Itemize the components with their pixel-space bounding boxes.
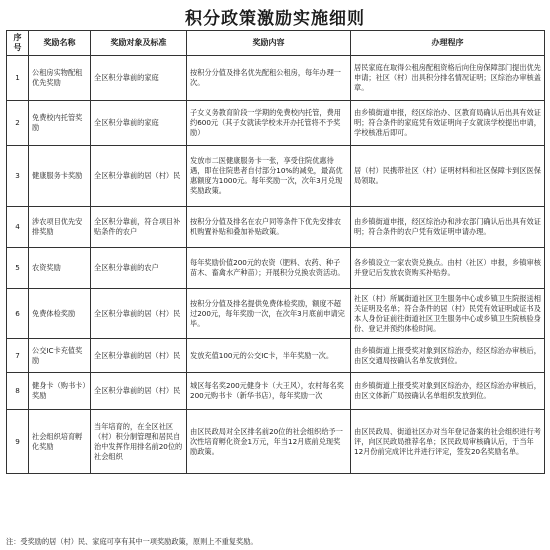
reward-name: 健身卡（购书卡）奖励 (29, 373, 91, 410)
reward-target: 全区积分靠前的农户 (91, 248, 187, 289)
table-row (7, 373, 545, 410)
table-row (7, 339, 545, 373)
reward-target: 当年培育的，在全区社区（村）积分制管理和居民自治中发挥作用排名前20位的社会组织 (91, 410, 187, 474)
header-content: 奖励内容 (187, 31, 351, 56)
procedure: 居民家庭在取得公租房配租资格后向住房保障部门提出优先申请；社区（村）出具积分排名情况证明；区综治办审核盖章。 (351, 56, 545, 101)
row-number: 9 (7, 410, 29, 474)
row-number: 7 (7, 339, 29, 373)
table-row (7, 207, 545, 248)
reward-name: 涉农项目优先安排奖励 (29, 207, 91, 248)
reward-target: 全区积分靠前的居（村）民 (91, 373, 187, 410)
footnote: 注：受奖励的居（村）民、家庭可享有其中一项奖励政策，原则上不重复奖励。 (6, 537, 258, 546)
reward-name: 社会组织培育孵化奖励 (29, 410, 91, 474)
reward-name: 健康服务卡奖励 (29, 146, 91, 207)
procedure: 由乡镇街道申报，经区综治办和涉农部门确认后出具有效证明；符合条件的农户凭有效证明申请办理。 (351, 207, 545, 248)
reward-target: 全区积分靠前的家庭 (91, 101, 187, 146)
row-number: 6 (7, 289, 29, 339)
reward-content: 按积分分值及排名优先配租公租房，每年办理一次。 (187, 56, 351, 101)
procedure: 社区（村）所属街道社区卫生服务中心或乡镇卫生院报送相关证明及名单；符合条件的居（村）民凭有效证明或证书及本人身份证前往街道社区卫生服务中心或乡镇卫生院核验身份、登记并预约体检时间。 (351, 289, 545, 339)
header-name: 奖励名称 (29, 31, 91, 56)
reward-target: 全区积分靠前的居（村）民 (91, 146, 187, 207)
table-row (7, 410, 545, 474)
reward-target: 全区积分靠前的家庭 (91, 56, 187, 101)
reward-name: 公租房实物配租优先奖励 (29, 56, 91, 101)
table-row (7, 56, 545, 101)
procedure: 由乡镇街道上报受奖对象到区综治办，经区综治办审核后，由区交通局按确认名单发放到位。 (351, 339, 545, 373)
table-header-row (7, 31, 545, 56)
reward-content: 子女义务教育阶段一学期的免费校内托管，费用约600元（其子女就读学校未开办托管将不予奖励） (187, 101, 351, 146)
reward-name: 公交IC卡充值奖励 (29, 339, 91, 373)
table-row (7, 101, 545, 146)
row-number: 5 (7, 248, 29, 289)
procedure: 居（村）民携带社区（村）证明材料和社区保障卡到区医保局领取。 (351, 146, 545, 207)
policy-table (6, 30, 545, 474)
row-number: 4 (7, 207, 29, 248)
reward-content: 发放充值100元的公交IC卡，半年奖励一次。 (187, 339, 351, 373)
row-number: 1 (7, 56, 29, 101)
reward-content: 由区民政局对全区排名前20位的社会组织给予一次性培育孵化资金1万元，年当12月底前兑现奖励政策。 (187, 410, 351, 474)
header-target: 奖励对象及标准 (91, 31, 187, 56)
reward-name: 农资奖励 (29, 248, 91, 289)
header-no: 序号 (7, 31, 29, 56)
table-row (7, 146, 545, 207)
reward-name: 免费校内托管奖励 (29, 101, 91, 146)
reward-content: 城区每名奖200元健身卡（大王风），农村每名奖200元购书卡（新华书店），每年奖励一次 (187, 373, 351, 410)
row-number: 8 (7, 373, 29, 410)
procedure: 各乡镇设立一家农资兑换点。由村（社区）申报，乡镇审核并登记后发放农资购买补贴券。 (351, 248, 545, 289)
reward-content: 按积分分值及排名在农户同等条件下优先安排农机购置补贴和叠加补贴政策。 (187, 207, 351, 248)
procedure: 由乡镇街道上报受奖对象到区综治办，经区综治办审核后，由区文体新广局按确认名单组织发放到位。 (351, 373, 545, 410)
reward-content: 每年奖励价值200元的农资（肥料、农药、种子苗木、畜禽水产种苗）；开展积分兑换农资活动。 (187, 248, 351, 289)
header-procedure: 办理程序 (351, 31, 545, 56)
table-row (7, 289, 545, 339)
table-row (7, 248, 545, 289)
reward-content: 发放市二医健康服务卡一张，享受住院优惠待遇，即在住院患者自付部分10%的减免，最高优惠额度为1000元。每年奖励一次，次年3月兑现奖励政策。 (187, 146, 351, 207)
procedure: 由乡镇街道申报，经区综治办、区教育局确认后出具有效证明；符合条件的家庭凭有效证明向子女就读学校提出申请，学校核准后即可。 (351, 101, 545, 146)
row-number: 3 (7, 146, 29, 207)
reward-name: 免费体检奖励 (29, 289, 91, 339)
procedure: 由区民政局、街道社区办对当年登记备案的社会组织进行考评，向区民政局推荐名单；区民政局审核确认后，于当年12月份前完成评比并进行评定，签发20名奖励名单。 (351, 410, 545, 474)
reward-target: 全区积分靠前，符合项目补贴条件的农户 (91, 207, 187, 248)
document-title: 积分政策激励实施细则 (185, 9, 365, 29)
reward-target: 全区积分靠前的居（村）民 (91, 339, 187, 373)
reward-content: 按积分分值及排名提供免费体检奖励，额度不超过200元，每年奖励一次，在次年3月底前申请完毕。 (187, 289, 351, 339)
reward-target: 全区积分靠前的居（村）民 (91, 289, 187, 339)
row-number: 2 (7, 101, 29, 146)
